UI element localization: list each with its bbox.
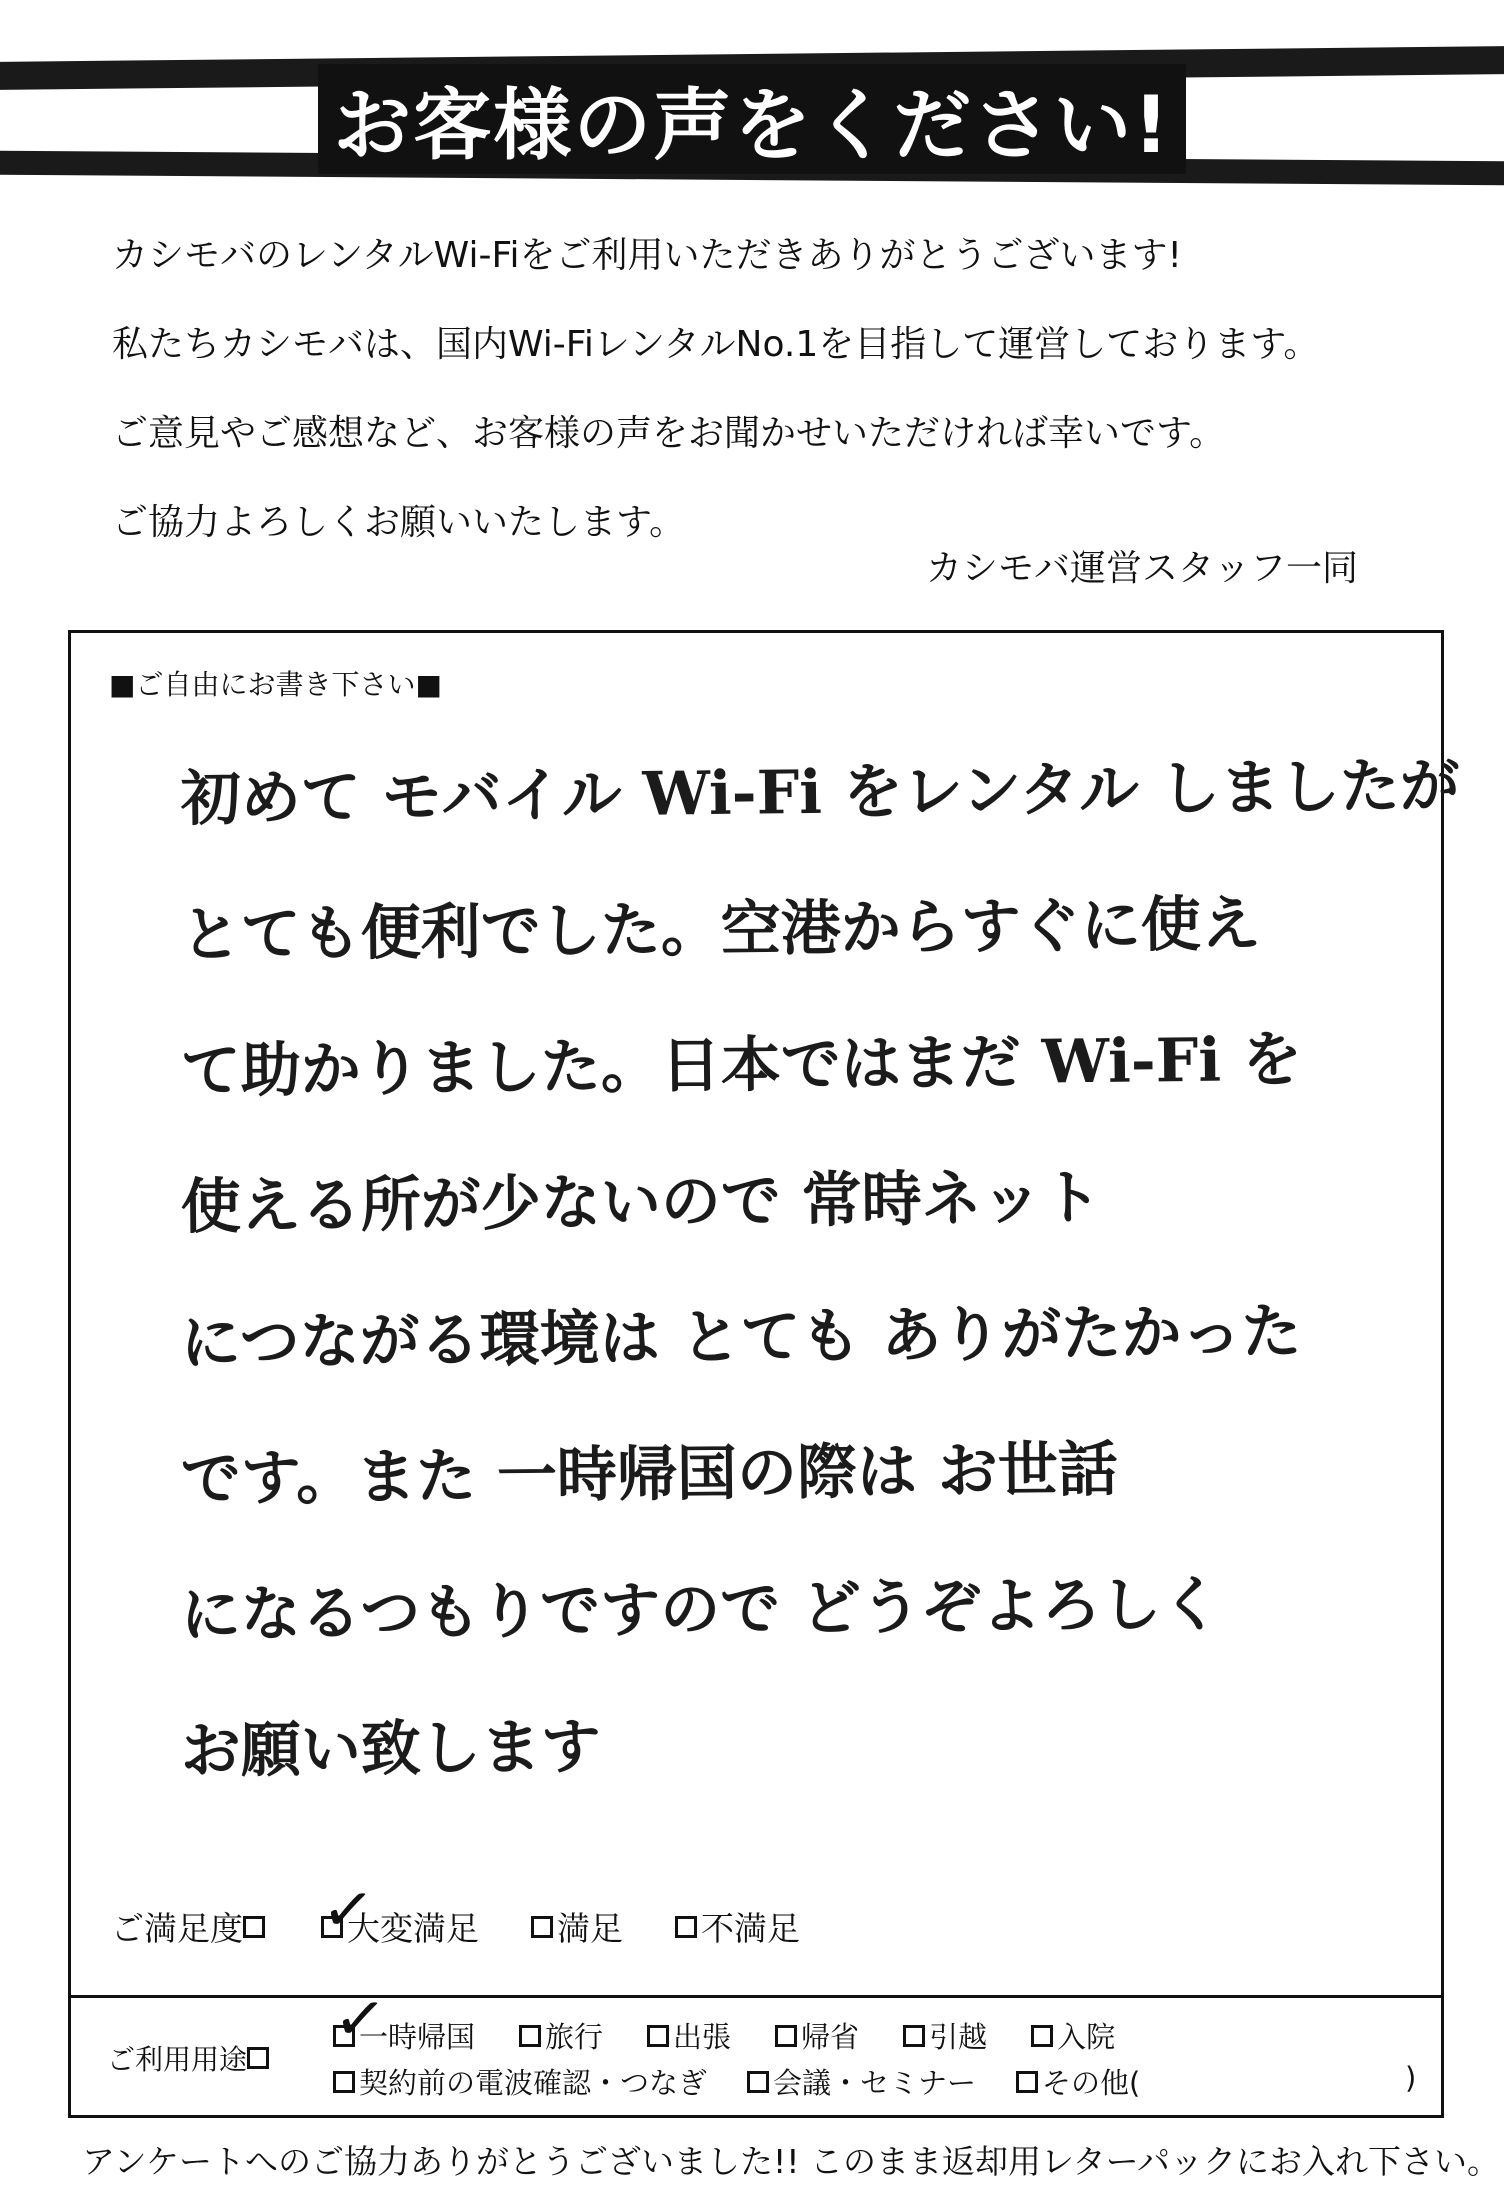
handwritten-line: になるつもりですので どうぞよろしく bbox=[180, 1569, 1222, 1651]
checkbox-icon[interactable] bbox=[531, 1916, 553, 1938]
usage-option-hospitalization[interactable]: 入院 bbox=[1031, 2015, 1115, 2056]
handwritten-line: 初めて モバイル Wi-Fi をレンタル しましたが bbox=[180, 751, 1461, 835]
checkbox-icon[interactable] bbox=[675, 1916, 697, 1938]
satisfaction-option-satisfied[interactable]: 満足 bbox=[531, 1903, 623, 1950]
title-banner bbox=[0, 34, 1504, 194]
handwritten-comment[interactable] bbox=[180, 743, 1461, 1831]
checkmark-icon: ✓ bbox=[318, 1869, 378, 1949]
free-comment-label: ■ご自由にお書き下さい■ bbox=[109, 668, 442, 701]
handwritten-line: につながる環境は とても ありがたかった bbox=[180, 1296, 1302, 1379]
checkbox-icon bbox=[243, 1916, 265, 1938]
section-divider bbox=[71, 1995, 1441, 1998]
usage-option-moving[interactable]: 引越 bbox=[903, 2015, 987, 2056]
feedback-form bbox=[68, 630, 1461, 2118]
intro-line: ご協力よろしくお願いいたします。 bbox=[112, 502, 686, 543]
intro-line: 私たちカシモバは、国内Wi-FiレンタルNo.1を目指して運営しております。 bbox=[112, 324, 1320, 365]
checkbox-icon[interactable] bbox=[318, 1869, 378, 1949]
usage-options-row1 bbox=[330, 1978, 1116, 2058]
checkbox-icon[interactable] bbox=[333, 2071, 355, 2093]
usage-label: ご利用用途 bbox=[107, 2038, 273, 2078]
checkmark-icon: ✓ bbox=[330, 1978, 390, 2058]
checkbox-icon[interactable] bbox=[330, 1978, 390, 2058]
checkbox-icon[interactable] bbox=[1016, 2071, 1038, 2093]
usage-option-temporary-return[interactable]: ✓ 一時帰国 bbox=[330, 1978, 476, 2058]
checkbox-icon[interactable] bbox=[647, 2025, 669, 2047]
checkbox-icon[interactable] bbox=[747, 2071, 769, 2093]
checkbox-icon[interactable] bbox=[519, 2025, 541, 2047]
checkbox-icon bbox=[247, 2047, 269, 2069]
handwritten-line: 使える所が少ないので 常時ネット bbox=[180, 1162, 1103, 1243]
page-title: お客様の声をください! bbox=[333, 81, 1171, 171]
checkbox-icon[interactable] bbox=[1031, 2025, 1053, 2047]
handwritten-line: です。また 一時帰国の際は お世話 bbox=[180, 1434, 1119, 1515]
usage-option-business-trip[interactable]: 出張 bbox=[647, 2015, 731, 2056]
usage-option-homecoming[interactable]: 帰省 bbox=[775, 2015, 859, 2056]
footer-note: アンケートへのご協力ありがとうございました!! このまま返却用レターパックにお入れ下さい。 bbox=[82, 2142, 1500, 2181]
title-box bbox=[318, 64, 1186, 174]
satisfaction-option-dissatisfied[interactable]: 不満足 bbox=[675, 1903, 800, 1950]
checkbox-icon[interactable] bbox=[903, 2025, 925, 2047]
intro-line: カシモバのレンタルWi-Fiをご利用いただきありがとうございます! bbox=[112, 235, 1182, 276]
other-close-paren: ) bbox=[1405, 2061, 1417, 2095]
satisfaction-label: ご満足度 bbox=[111, 1903, 269, 1950]
satisfaction-row bbox=[111, 1869, 800, 1950]
checkbox-icon[interactable] bbox=[775, 2025, 797, 2047]
usage-option-travel[interactable]: 旅行 bbox=[519, 2015, 603, 2056]
handwritten-line: て助かりました。日本ではまだ Wi-Fi を bbox=[180, 1024, 1303, 1107]
usage-options-row2 bbox=[333, 2061, 1140, 2102]
usage-option-meeting-seminar[interactable]: 会議・セミナー bbox=[747, 2061, 976, 2102]
usage-option-other[interactable]: その他( bbox=[1016, 2061, 1140, 2102]
signature: カシモバ運営スタッフ一同 bbox=[925, 548, 1358, 589]
usage-option-signal-check[interactable]: 契約前の電波確認・つなぎ bbox=[333, 2061, 707, 2102]
handwritten-line: お願い致します bbox=[180, 1712, 602, 1787]
intro-line: ご意見やご感想など、お客様の声をお聞かせいただければ幸いです。 bbox=[112, 413, 1226, 454]
satisfaction-option-very-satisfied[interactable]: ✓ 大変満足 bbox=[318, 1869, 479, 1949]
handwritten-line: とても便利でした。空港からすぐに使え bbox=[180, 889, 1262, 971]
